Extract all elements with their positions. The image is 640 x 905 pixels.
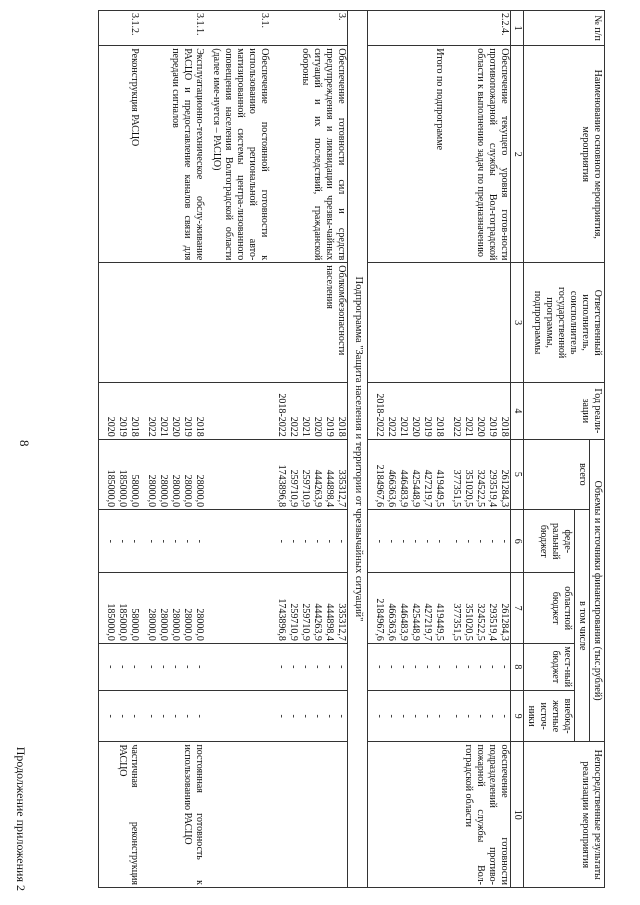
local-value: - (398, 665, 409, 669)
offbudget-value: - (276, 714, 288, 718)
executor (99, 263, 141, 383)
local-value-cell (270, 643, 348, 690)
year-value: 2018 (434, 416, 445, 437)
local-value: - (499, 665, 510, 669)
local-value: - (312, 665, 324, 669)
total-value: 351020,5 (463, 469, 474, 508)
table-row (205, 11, 270, 888)
col-index: 1 (511, 11, 524, 46)
col-index: 2 (511, 46, 524, 263)
local-value: - (105, 665, 117, 669)
year-value: 2022 (146, 416, 158, 437)
offbudget-value-cell (205, 690, 270, 742)
activity-name: Итого по подпрограмме (368, 46, 446, 263)
column-index-row (511, 11, 524, 888)
regional-value-cell (445, 573, 511, 643)
local-value: - (194, 665, 206, 669)
local-value: - (386, 665, 397, 669)
regional-value: 58000,0 (129, 608, 141, 641)
year-value: 2019 (422, 416, 433, 437)
subprogram-title: Подпрограмма "Защита населения и территории от чрезвычайных ситуаций" (348, 11, 368, 888)
executor (205, 263, 270, 383)
col-index: 7 (511, 573, 524, 643)
offbudget-value: - (158, 714, 170, 718)
year-value: 2018 (499, 416, 510, 437)
federal-value: - (146, 539, 158, 543)
regional-value: 28000,0 (146, 608, 158, 641)
total-value-cell (99, 439, 141, 509)
regional-value-cell (270, 573, 348, 643)
row-number: 3. (270, 11, 348, 46)
page-number: 8 (17, 440, 32, 447)
regional-value: 466363,6 (386, 603, 397, 641)
header-financing: Объемы и источники финансирования (тыс.рублей) (590, 439, 605, 742)
offbudget-value: - (312, 714, 324, 718)
result-text: частичная реконструкция РАСЦО (99, 742, 141, 888)
col-index: 10 (511, 742, 524, 888)
total-value: 466363,6 (386, 469, 397, 508)
header-total: всего (524, 439, 590, 509)
local-value-cell (205, 643, 270, 690)
col-index: 4 (511, 382, 524, 439)
year-value: 2019 (487, 416, 498, 437)
total-value-cell (368, 439, 446, 509)
regional-value: 427219,7 (422, 603, 433, 641)
header-results: Непосредственные результаты реализации мероприятия (524, 742, 605, 888)
col-index: 5 (511, 439, 524, 509)
total-value: 377351,5 (451, 469, 462, 508)
table-body (99, 11, 524, 888)
year-value: 2022 (386, 416, 397, 437)
local-value-cell (140, 643, 205, 690)
regional-value: 293519,4 (487, 603, 498, 641)
year-value: 2020 (105, 416, 117, 437)
regional-value: 444898,4 (324, 603, 336, 641)
total-value: 185000,0 (105, 469, 117, 508)
local-value: - (475, 665, 486, 669)
federal-value: - (105, 539, 117, 543)
row-number: 2.2.4. (445, 11, 511, 46)
year-value: 2022 (288, 416, 300, 437)
federal-value: - (129, 539, 141, 543)
regional-value: 28000,0 (194, 608, 206, 641)
header-offbudget: внебюд-жетные источ-ники (524, 690, 575, 742)
federal-value: - (398, 539, 409, 543)
result-text (205, 742, 270, 888)
offbudget-value: - (475, 714, 486, 718)
regional-value: 419449,5 (434, 603, 445, 641)
year-value: 2020 (170, 416, 182, 437)
table-row (99, 11, 141, 888)
local-value-cell (368, 643, 446, 690)
local-value: - (487, 665, 498, 669)
total-value: 335312,7 (336, 469, 348, 508)
total-value: 425448,9 (410, 469, 421, 508)
regional-value: 377351,5 (451, 603, 462, 641)
offbudget-value-cell (270, 690, 348, 742)
offbudget-value: - (194, 714, 206, 718)
executor (368, 263, 446, 383)
regional-value: 259710,9 (288, 603, 300, 641)
federal-value-cell (445, 510, 511, 573)
offbudget-value: - (105, 714, 117, 718)
regional-value: 446483,9 (398, 603, 409, 641)
federal-value: - (487, 539, 498, 543)
col-index: 9 (511, 690, 524, 742)
executor: Облкомбезопасности населения (270, 263, 348, 383)
federal-value: - (386, 539, 397, 543)
col-index: 8 (511, 643, 524, 690)
year-value: 2021 (398, 416, 409, 437)
federal-value: - (499, 539, 510, 543)
total-value: 324522,5 (475, 469, 486, 508)
result-text (270, 742, 348, 888)
local-value: - (434, 665, 445, 669)
table-row (140, 11, 205, 888)
federal-value: - (288, 539, 300, 543)
regional-value: 324522,5 (475, 603, 486, 641)
offbudget-value-cell (99, 690, 141, 742)
year-value: 2018-2022 (276, 393, 288, 437)
regional-value: 351020,5 (463, 603, 474, 641)
header-federal: феде-ральный бюджет (524, 510, 575, 573)
federal-value: - (194, 539, 206, 543)
col-index: 3 (511, 263, 524, 383)
regional-value: 261284,3 (499, 603, 510, 641)
offbudget-value: - (386, 714, 397, 718)
header-num: № п/п (524, 11, 605, 46)
offbudget-value-cell (445, 690, 511, 742)
offbudget-value: - (451, 714, 462, 718)
regional-value: 425448,9 (410, 603, 421, 641)
local-value-cell (445, 643, 511, 690)
regional-value: 259710,9 (300, 603, 312, 641)
continuation-note: Продолжение приложения 2 (14, 746, 28, 891)
local-value-cell (99, 643, 141, 690)
local-value: - (170, 665, 182, 669)
total-value: 444263,9 (312, 469, 324, 508)
year-value: 2021 (300, 416, 312, 437)
year-value-cell (205, 382, 270, 439)
total-value: 259710,9 (300, 469, 312, 508)
total-value: 28000,0 (182, 474, 194, 508)
total-value: 28000,0 (158, 474, 170, 508)
offbudget-value: - (146, 714, 158, 718)
offbudget-value: - (499, 714, 510, 718)
year-value: 2019 (117, 416, 129, 437)
offbudget-value: - (170, 714, 182, 718)
offbudget-value: - (410, 714, 421, 718)
total-value: 444898,4 (324, 469, 336, 508)
total-value: 185000,0 (117, 469, 129, 508)
total-value-cell (270, 439, 348, 509)
year-value-cell (445, 382, 511, 439)
row-number: 3.1. (205, 11, 270, 46)
row-number (368, 11, 446, 46)
year-value: 2018 (194, 416, 206, 437)
offbudget-value-cell (368, 690, 446, 742)
regional-value: 28000,0 (182, 608, 194, 641)
federal-value: - (276, 539, 288, 543)
regional-value: 28000,0 (170, 608, 182, 641)
table-row (368, 11, 446, 888)
regional-value: 2184967,6 (374, 598, 385, 641)
offbudget-value: - (374, 714, 385, 718)
federal-value: - (336, 539, 348, 543)
row-number: 3.1.1. (140, 11, 205, 46)
result-text: обеспечение готовности подразделений противо-пожарной службы Вол-гоградской области (445, 742, 511, 888)
regional-value: 335312,7 (336, 603, 348, 641)
result-text: постоянная готовность к использованию РАСЦО (140, 742, 205, 888)
year-value-cell (368, 382, 446, 439)
federal-value: - (324, 539, 336, 543)
local-value: - (422, 665, 433, 669)
local-value: - (158, 665, 170, 669)
offbudget-value: - (398, 714, 409, 718)
year-value: 2022 (451, 416, 462, 437)
federal-value-cell (205, 510, 270, 573)
local-value: - (288, 665, 300, 669)
total-value-cell (205, 439, 270, 509)
federal-value-cell (270, 510, 348, 573)
header-regional: областной бюджет (524, 573, 575, 643)
total-value: 28000,0 (170, 474, 182, 508)
federal-value: - (475, 539, 486, 543)
federal-value-cell (99, 510, 141, 573)
offbudget-value: - (288, 714, 300, 718)
year-value-cell (140, 382, 205, 439)
row-number: 3.1.2. (99, 11, 141, 46)
year-value: 2021 (158, 416, 170, 437)
federal-value: - (463, 539, 474, 543)
offbudget-value: - (336, 714, 348, 718)
executor (140, 263, 205, 383)
regional-value: 28000,0 (158, 608, 170, 641)
federal-value: - (117, 539, 129, 543)
total-value: 28000,0 (194, 474, 206, 508)
offbudget-value: - (182, 714, 194, 718)
year-value: 2020 (312, 416, 324, 437)
regional-value-cell (140, 573, 205, 643)
federal-value: - (374, 539, 385, 543)
year-value: 2021 (463, 416, 474, 437)
local-value: - (182, 665, 194, 669)
year-value: 2020 (410, 416, 421, 437)
regional-value-cell (99, 573, 141, 643)
regional-value-cell (368, 573, 446, 643)
year-value: 2018 (336, 416, 348, 437)
total-value: 419449,5 (434, 469, 445, 508)
total-value-cell (445, 439, 511, 509)
subprogram-row (348, 11, 368, 888)
total-value: 427219,7 (422, 469, 433, 508)
federal-value: - (300, 539, 312, 543)
local-value: - (374, 665, 385, 669)
table-row (270, 11, 348, 888)
regional-value: 444263,9 (312, 603, 324, 641)
header-local: мест-ный бюджет (524, 643, 575, 690)
total-value: 261284,3 (499, 469, 510, 508)
activity-name: Эксплуатационно-техническое обслу-живание РАСЦО и предоставление каналов связи для передачи сигналов (140, 46, 205, 263)
activity-name: Обеспечение текущего уровня готов-ности противопожарной службы Вол-гоградской области к выполнению задач по предназначению (445, 46, 511, 263)
local-value: - (276, 665, 288, 669)
header-including: в том числе (575, 510, 590, 742)
federal-value: - (451, 539, 462, 543)
local-value: - (336, 665, 348, 669)
total-value: 293519,4 (487, 469, 498, 508)
total-value: 259710,9 (288, 469, 300, 508)
federal-value: - (170, 539, 182, 543)
federal-value: - (434, 539, 445, 543)
offbudget-value: - (117, 714, 129, 718)
local-value: - (300, 665, 312, 669)
local-value: - (117, 665, 129, 669)
offbudget-value: - (487, 714, 498, 718)
activity-name: Обеспечение постоянной готовности к использованию региональной авто-матизированной системы центра-лизованного оповещения населения Волгоградской области (далее име-нуется – РАСЦО) (205, 46, 270, 263)
year-value-cell (99, 382, 141, 439)
activity-name: Обеспечение готовности сил и средств предупреждения и ликвидации чрезвы-чайных ситуаций и их последствий, гражданской обороны (270, 46, 348, 263)
col-index: 6 (511, 510, 524, 573)
year-value-cell (270, 382, 348, 439)
year-value: 2018-2022 (374, 393, 385, 437)
year-value: 2020 (475, 416, 486, 437)
regional-value-cell (205, 573, 270, 643)
federal-value: - (410, 539, 421, 543)
federal-value: - (182, 539, 194, 543)
table-header (524, 11, 605, 888)
offbudget-value: - (434, 714, 445, 718)
total-value: 1743896,8 (276, 464, 288, 508)
total-value: 28000,0 (146, 474, 158, 508)
federal-value: - (422, 539, 433, 543)
regional-value: 1743896,8 (276, 598, 288, 641)
executor (445, 263, 511, 383)
result-text (368, 742, 446, 888)
federal-value: - (312, 539, 324, 543)
local-value: - (146, 665, 158, 669)
header-year: Год реали-зации (524, 382, 605, 439)
year-value: 2019 (182, 416, 194, 437)
year-value: 2019 (324, 416, 336, 437)
total-value: 2184967,6 (374, 464, 385, 508)
local-value: - (463, 665, 474, 669)
regional-value: 185000,0 (105, 603, 117, 641)
offbudget-value: - (463, 714, 474, 718)
total-value-cell (140, 439, 205, 509)
federal-value-cell (140, 510, 205, 573)
federal-value-cell (368, 510, 446, 573)
header-executor: Ответственный исполнитель, соисполнитель государственной программы, подпрограммы (524, 263, 605, 383)
offbudget-value: - (422, 714, 433, 718)
financing-table (98, 10, 605, 888)
total-value: 58000,0 (129, 474, 141, 508)
local-value: - (410, 665, 421, 669)
offbudget-value-cell (140, 690, 205, 742)
total-value: 446483,9 (398, 469, 409, 508)
regional-value: 185000,0 (117, 603, 129, 641)
offbudget-value: - (324, 714, 336, 718)
offbudget-value: - (129, 714, 141, 718)
header-name: Наименование основного мероприятия, мероприятия (524, 46, 605, 263)
local-value: - (324, 665, 336, 669)
activity-name: Реконструкция РАСЦО (99, 46, 141, 263)
local-value: - (451, 665, 462, 669)
year-value: 2018 (129, 416, 141, 437)
offbudget-value: - (300, 714, 312, 718)
local-value: - (129, 665, 141, 669)
table-row (445, 11, 511, 888)
federal-value: - (158, 539, 170, 543)
